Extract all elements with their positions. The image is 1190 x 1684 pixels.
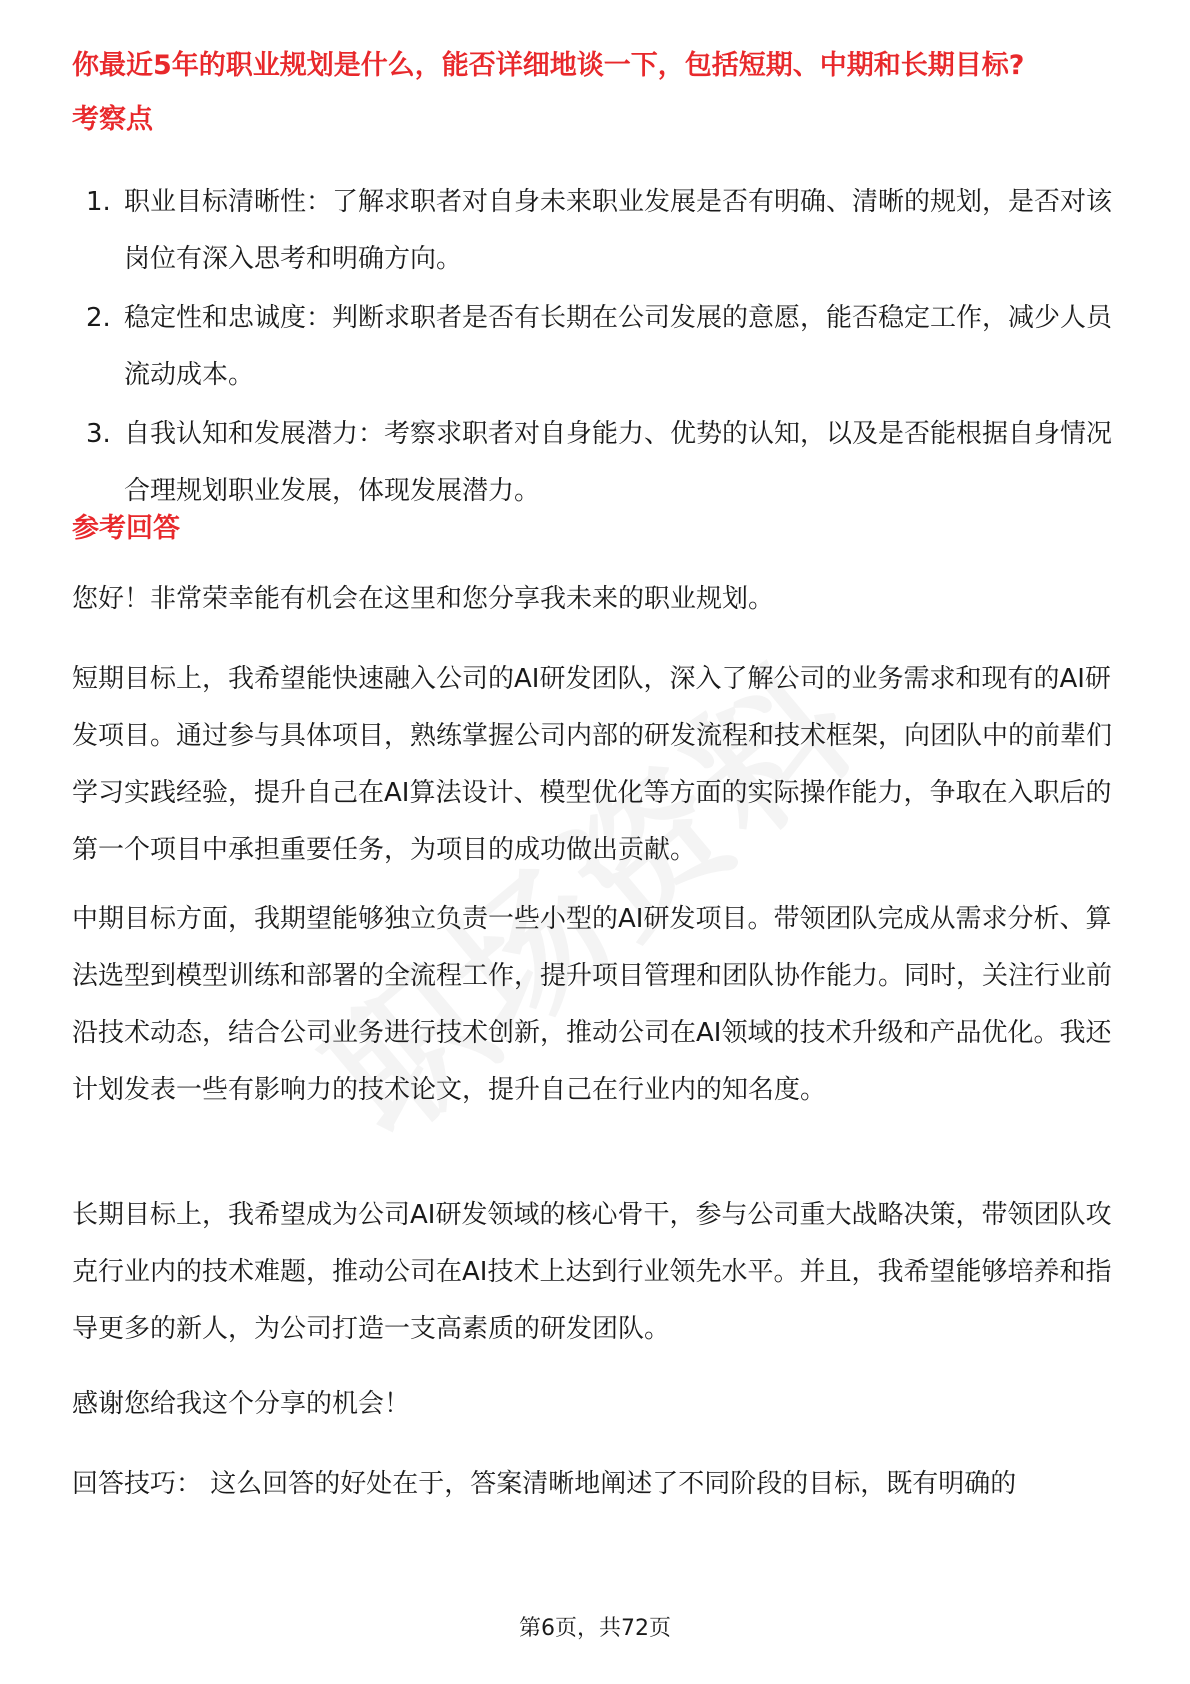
list-item [72,174,1132,288]
section-heading-points: 考察点 [72,104,153,135]
points-list [72,174,1132,522]
list-text: 职业目标清晰性：了解求职者对自身未来职业发展是否有明确、清晰的规划，是否对该岗位有深入思考和明确方向。 [124,187,1113,274]
list-text: 稳定性和忠诚度：判断求职者是否有长期在公司发展的意愿，能否稳定工作，减少人员流动成本。 [124,303,1113,390]
list-number: 3. [86,419,111,449]
list-number: 2. [86,303,111,333]
answer-greeting: 您好！非常荣幸能有机会在这里和您分享我未来的职业规划。 [72,584,775,614]
answer-thanks: 感谢您给我这个分享的机会！ [72,1389,411,1419]
list-item [72,290,1132,404]
list-item [72,406,1132,520]
section-heading-answer: 参考回答 [72,513,180,544]
question-title: 你最近5年的职业规划是什么，能否详细地谈一下，包括短期、中期和长期目标? [72,50,1025,81]
answer-tips: 回答技巧： 这么回答的好处在于，答案清晰地阐述了不同阶段的目标，既有明确的 [72,1469,1017,1499]
list-number: 1. [86,187,111,217]
answer-mid-term: 中期目标方面，我期望能够独立负责一些小型的AI研发项目。带领团队完成从需求分析、算法选型到模型训练和部署的全流程工作，提升项目管理和团队协作能力。同时，关注行业前沿技术动态，结合公司业务进行技术创新，推动公司在AI领域的技术升级和产品优化。我还计划发表一些有影响力的技术论文，提升自己在行业内的知名度。 [72,904,1113,1105]
page-number: 第6页，共72页 [519,1616,671,1641]
answer-short-term: 短期目标上，我希望能快速融入公司的AI研发团队，深入了解公司的业务需求和现有的AI研发项目。通过参与具体项目，熟练掌握公司内部的研发流程和技术框架，向团队中的前辈们学习实践经验，提升自己在AI算法设计、模型优化等方面的实际操作能力，争取在入职后的第一个项目中承担重要任务，为项目的成功做出贡献。 [72,664,1113,865]
answer-long-term: 长期目标上，我希望成为公司AI研发领域的核心骨干，参与公司重大战略决策，带领团队攻克行业内的技术难题，推动公司在AI技术上达到行业领先水平。并且，我希望能够培养和指导更多的新人，为公司打造一支高素质的研发团队。 [72,1200,1112,1344]
list-text: 自我认知和发展潜力：考察求职者对自身能力、优势的认知，以及是否能根据自身情况合理规划职业发展，体现发展潜力。 [124,419,1113,506]
